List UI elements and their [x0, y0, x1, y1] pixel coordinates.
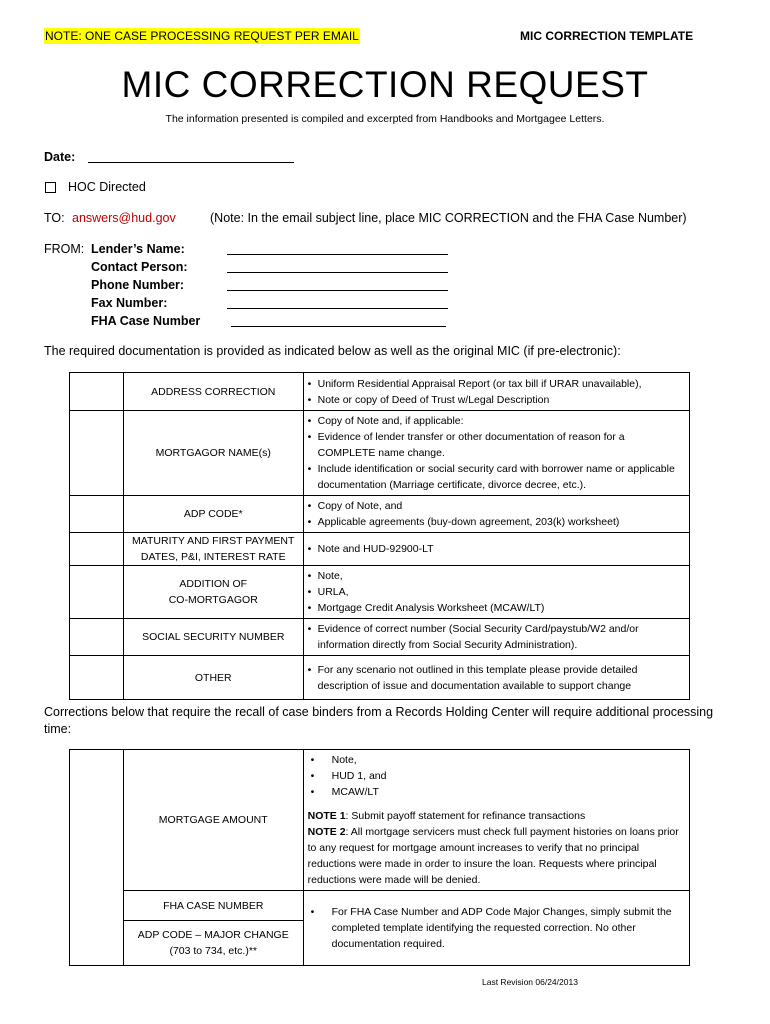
list-item: • Copy of Note, and [308, 498, 685, 514]
recall-corrections-table [69, 749, 690, 966]
row-requirements [303, 619, 689, 656]
table-row [70, 619, 690, 656]
recall-intro: Corrections below that require the recall of case binders from a Records Holding Center will require additional processing time: [44, 705, 714, 736]
hoc-directed-checkbox[interactable] [45, 182, 56, 193]
row-label: FHA CASE NUMBER [123, 891, 303, 921]
fax-number-label: Fax Number: [91, 296, 168, 310]
row-label: ADDITION OF CO-MORTGAGOR [123, 566, 303, 619]
list-item: • Include identification or social security card with borrower name or applicable documentation (Marriage certificate, divorce decree, etc.). [308, 461, 685, 493]
table-row [70, 496, 690, 533]
table-row [70, 656, 690, 700]
row-label: ADP CODE* [123, 496, 303, 533]
phone-number-label: Phone Number: [91, 278, 185, 292]
required-docs-intro: The required documentation is provided as indicated below as well as the original MIC (if pre-electronic): [44, 344, 621, 358]
row-requirements [303, 566, 689, 619]
row-requirements [303, 496, 689, 533]
fha-case-number-field[interactable] [231, 326, 446, 327]
list-item: • Note or copy of Deed of Trust w/Legal Description [308, 392, 685, 408]
table-row [70, 566, 690, 619]
list-item: • For any scenario not outlined in this template please provide detailed description of issue and documentation available to support change [308, 662, 685, 694]
lender-name-field[interactable] [227, 254, 448, 255]
row-requirements [303, 656, 689, 700]
list-item: • Evidence of correct number (Social Security Card/paystub/W2 and/or information directly from Social Security Administration). [308, 621, 685, 653]
row-requirements [303, 411, 689, 496]
note-2: NOTE 2: All mortgage servicers must check full payment histories on loans prior to any request for mortgage amount increases to verify that no principal reductions were made in order to insure the loan. Requests where principal reductions were made will be denied. [307, 826, 679, 886]
to-email-link[interactable]: answers@hud.gov [72, 211, 176, 225]
processing-note: NOTE: ONE CASE PROCESSING REQUEST PER EMAIL [45, 29, 359, 43]
template-label: MIC CORRECTION TEMPLATE [520, 29, 694, 43]
last-revision: Last Revision 06/24/2013 [482, 977, 578, 987]
table-row [70, 750, 690, 891]
list-item: • Applicable agreements (buy-down agreement, 203(k) worksheet) [308, 514, 685, 530]
row-label: MORTGAGOR NAME(s) [123, 411, 303, 496]
list-item: • Copy of Note and, if applicable: [308, 413, 685, 429]
row-label: OTHER [123, 656, 303, 700]
phone-number-field[interactable] [227, 290, 448, 291]
contact-person-field[interactable] [227, 272, 448, 273]
documentation-table [69, 372, 690, 700]
list-item: • Note, [308, 568, 685, 584]
row-label: ADP CODE – MAJOR CHANGE (703 to 734, etc.)** [123, 921, 303, 966]
list-item: • Note, [308, 752, 685, 768]
fax-number-field[interactable] [227, 308, 448, 309]
list-item: • Evidence of lender transfer or other documentation of reason for a COMPLETE name change. [308, 429, 685, 461]
fha-case-number-label: FHA Case Number [91, 314, 201, 328]
table-row [70, 411, 690, 496]
row-label: SOCIAL SECURITY NUMBER [123, 619, 303, 656]
table-row [70, 533, 690, 566]
date-label: Date: [44, 150, 76, 164]
list-item: • MCAW/LT [308, 784, 685, 800]
note-1: NOTE 1: Submit payoff statement for refinance transactions [307, 810, 586, 822]
lender-name-label: Lender’s Name: [91, 242, 185, 256]
list-item: • Mortgage Credit Analysis Worksheet (MCAW/LT) [308, 600, 685, 616]
row-label: ADDRESS CORRECTION [123, 373, 303, 411]
row-requirements [303, 533, 689, 566]
date-field[interactable] [88, 162, 294, 163]
row-label: MATURITY AND FIRST PAYMENT DATES, P&I, INTEREST RATE [123, 533, 303, 566]
list-item: • URLA, [308, 584, 685, 600]
list-item: • For FHA Case Number and ADP Code Major Changes, simply submit the completed template identifying the requested correction. No other documentation required. [308, 904, 685, 952]
row-requirements [303, 750, 689, 891]
list-item: • Uniform Residential Appraisal Report (or tax bill if URAR unavailable), [308, 376, 685, 392]
list-item: • HUD 1, and [308, 768, 685, 784]
from-label: FROM: [44, 242, 85, 256]
page-title: MIC CORRECTION REQUEST [121, 64, 649, 105]
list-item: • Note and HUD-92900-LT [308, 541, 685, 557]
hoc-directed-label: HOC Directed [68, 180, 146, 194]
table-row [70, 373, 690, 411]
table-row [70, 891, 690, 921]
contact-person-label: Contact Person: [91, 260, 188, 274]
row-requirements [303, 891, 689, 966]
row-label: MORTGAGE AMOUNT [123, 750, 303, 891]
to-note: (Note: In the email subject line, place MIC CORRECTION and the FHA Case Number) [210, 211, 687, 225]
page-subtitle: The information presented is compiled and excerpted from Handbooks and Mortgagee Letters. [165, 113, 605, 125]
row-requirements [303, 373, 689, 411]
to-label: TO: [44, 211, 65, 225]
